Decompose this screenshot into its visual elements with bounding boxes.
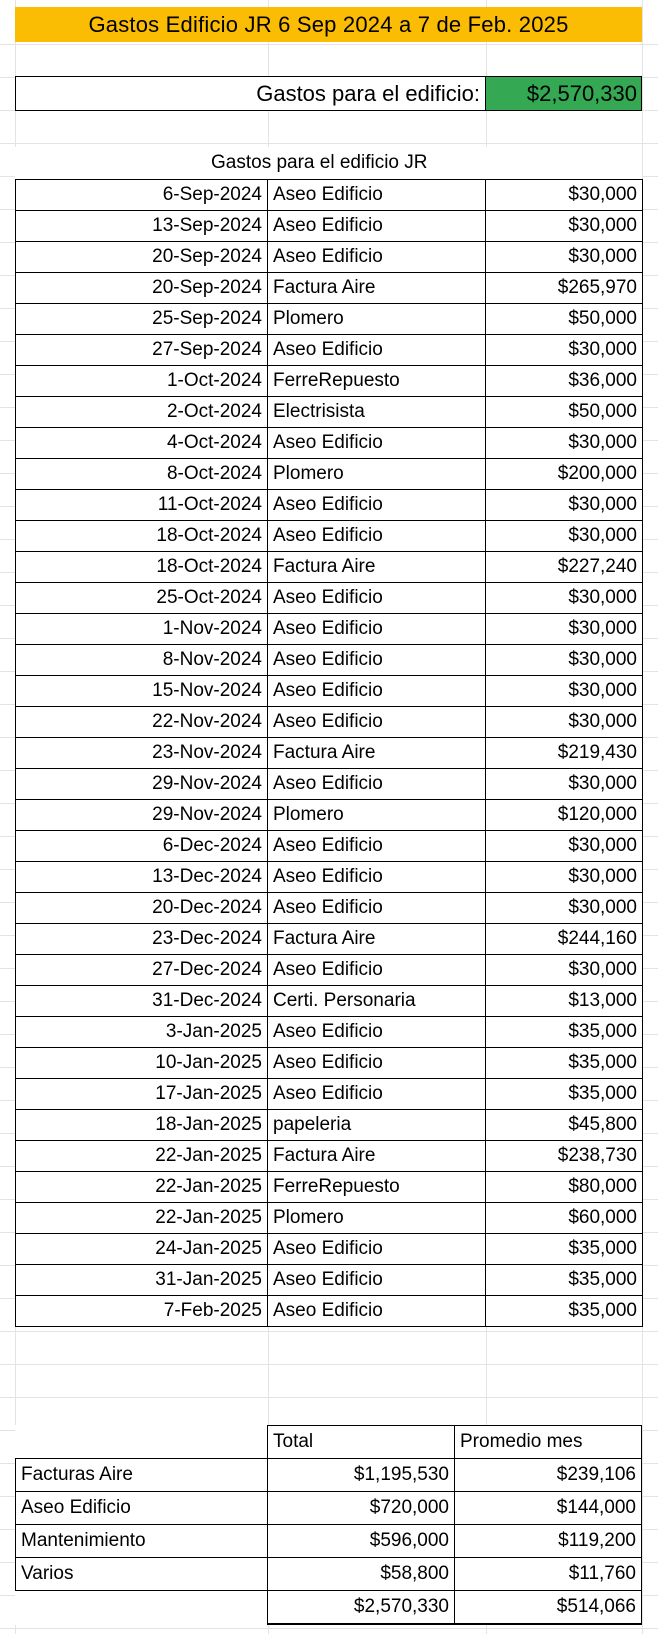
building-total-label[interactable]: Gastos para el edificio: (16, 77, 486, 110)
expense-row (16, 1048, 643, 1079)
expense-row (16, 1203, 643, 1234)
expense-amount[interactable]: $30,000 (486, 769, 643, 800)
expense-date[interactable]: 22-Jan-2025 (16, 1203, 268, 1234)
expense-concept[interactable]: Aseo Edificio (268, 1265, 486, 1296)
expense-row (16, 1172, 643, 1203)
expense-row (16, 738, 643, 769)
summary-category[interactable]: Aseo Edificio (16, 1492, 268, 1525)
expense-date[interactable]: 31-Dec-2024 (16, 986, 268, 1017)
expense-concept[interactable]: Aseo Edificio (268, 831, 486, 862)
expense-amount[interactable]: $30,000 (486, 490, 643, 521)
expense-amount[interactable]: $30,000 (486, 676, 643, 707)
expense-amount[interactable]: $35,000 (486, 1079, 643, 1110)
expense-amount[interactable]: $50,000 (486, 397, 643, 428)
expense-row (16, 1079, 643, 1110)
expense-amount[interactable]: $30,000 (486, 645, 643, 676)
expense-concept[interactable]: Aseo Edificio (268, 521, 486, 552)
expense-concept[interactable]: FerreRepuesto (268, 1172, 486, 1203)
expense-row (16, 1265, 643, 1296)
expense-concept[interactable]: Aseo Edificio (268, 893, 486, 924)
expense-row (16, 459, 643, 490)
summary-category[interactable]: Mantenimiento (16, 1525, 268, 1558)
summary-header-average[interactable]: Promedio mes (455, 1426, 642, 1459)
summary-header-blank[interactable] (16, 1426, 268, 1459)
expense-date[interactable]: 20-Sep-2024 (16, 242, 268, 273)
expense-amount[interactable]: $30,000 (486, 428, 643, 459)
expense-concept[interactable]: Aseo Edificio (268, 955, 486, 986)
expenses-section-title[interactable]: Gastos para el edificio JR (15, 147, 642, 179)
expense-concept[interactable]: Certi. Personaria (268, 986, 486, 1017)
expense-concept[interactable]: Aseo Edificio (268, 1234, 486, 1265)
expense-row (16, 1110, 643, 1141)
expense-row (16, 304, 643, 335)
expense-row (16, 366, 643, 397)
expense-date[interactable]: 6-Dec-2024 (16, 831, 268, 862)
summary-total[interactable]: $720,000 (268, 1492, 455, 1525)
expense-date[interactable]: 13-Dec-2024 (16, 862, 268, 893)
expense-concept[interactable]: Aseo Edificio (268, 645, 486, 676)
expense-date[interactable]: 23-Nov-2024 (16, 738, 268, 769)
expense-concept[interactable]: Aseo Edificio (268, 1017, 486, 1048)
expense-concept[interactable]: Aseo Edificio (268, 676, 486, 707)
expense-amount[interactable]: $244,160 (486, 924, 643, 955)
expense-date[interactable]: 25-Oct-2024 (16, 583, 268, 614)
expense-date[interactable]: 7-Feb-2025 (16, 1296, 268, 1327)
expense-date[interactable]: 18-Jan-2025 (16, 1110, 268, 1141)
expense-row (16, 397, 643, 428)
summary-row (16, 1558, 642, 1591)
expense-concept[interactable]: Aseo Edificio (268, 769, 486, 800)
expense-row (16, 986, 643, 1017)
expense-date[interactable]: 6-Sep-2024 (16, 180, 268, 211)
expense-date[interactable]: 31-Jan-2025 (16, 1265, 268, 1296)
expense-row (16, 862, 643, 893)
expense-row (16, 552, 643, 583)
expense-date[interactable]: 18-Oct-2024 (16, 521, 268, 552)
expense-date[interactable]: 27-Dec-2024 (16, 955, 268, 986)
expense-amount[interactable]: $35,000 (486, 1234, 643, 1265)
expense-concept[interactable]: Factura Aire (268, 552, 486, 583)
grid-row-line (0, 143, 658, 144)
expense-row (16, 800, 643, 831)
expense-row (16, 211, 643, 242)
expense-date[interactable]: 23-Dec-2024 (16, 924, 268, 955)
expense-amount[interactable]: $35,000 (486, 1048, 643, 1079)
expense-amount[interactable]: $30,000 (486, 335, 643, 366)
expense-date[interactable]: 13-Sep-2024 (16, 211, 268, 242)
expenses-table (15, 179, 643, 1327)
expense-amount[interactable]: $30,000 (486, 211, 643, 242)
expense-concept[interactable]: Electrisista (268, 397, 486, 428)
building-total-row (15, 76, 642, 111)
summary-grand-blank[interactable] (16, 1591, 268, 1624)
expense-row (16, 490, 643, 521)
summary-row (16, 1459, 642, 1492)
expense-row (16, 242, 643, 273)
grid-row-line (0, 1331, 658, 1332)
expense-concept[interactable]: Plomero (268, 1203, 486, 1234)
expense-concept[interactable]: Aseo Edificio (268, 211, 486, 242)
expense-date[interactable]: 27-Sep-2024 (16, 335, 268, 366)
expense-amount[interactable]: $30,000 (486, 893, 643, 924)
expense-row (16, 1141, 643, 1172)
expense-concept[interactable]: Factura Aire (268, 273, 486, 304)
expense-amount[interactable]: $45,800 (486, 1110, 643, 1141)
grid-row-line (0, 1397, 658, 1398)
summary-grand-total[interactable]: $2,570,330 (268, 1591, 455, 1624)
expense-amount[interactable]: $30,000 (486, 242, 643, 273)
expense-row (16, 1234, 643, 1265)
expense-amount[interactable]: $36,000 (486, 366, 643, 397)
expense-date[interactable]: 15-Nov-2024 (16, 676, 268, 707)
expense-row (16, 955, 643, 986)
expense-amount[interactable]: $35,000 (486, 1017, 643, 1048)
expense-amount[interactable]: $80,000 (486, 1172, 643, 1203)
expense-amount[interactable]: $30,000 (486, 180, 643, 211)
summary-table (15, 1425, 642, 1625)
expense-row (16, 769, 643, 800)
expense-concept[interactable]: papeleria (268, 1110, 486, 1141)
expense-concept[interactable]: Factura Aire (268, 1141, 486, 1172)
summary-average[interactable]: $239,106 (455, 1459, 642, 1492)
expense-concept[interactable]: Aseo Edificio (268, 583, 486, 614)
summary-total[interactable]: $596,000 (268, 1525, 455, 1558)
summary-category[interactable]: Facturas Aire (16, 1459, 268, 1492)
expense-date[interactable]: 29-Nov-2024 (16, 800, 268, 831)
expense-row (16, 831, 643, 862)
expense-amount[interactable]: $35,000 (486, 1265, 643, 1296)
summary-average[interactable]: $119,200 (455, 1525, 642, 1558)
expense-concept[interactable]: Aseo Edificio (268, 614, 486, 645)
expense-concept[interactable]: Aseo Edificio (268, 1048, 486, 1079)
expense-concept[interactable]: Aseo Edificio (268, 1079, 486, 1110)
expense-amount[interactable]: $30,000 (486, 831, 643, 862)
building-total-value[interactable]: $2,570,330 (486, 77, 641, 110)
expense-date[interactable]: 2-Oct-2024 (16, 397, 268, 428)
summary-header-total[interactable]: Total (268, 1426, 455, 1459)
expense-amount[interactable]: $238,730 (486, 1141, 643, 1172)
summary-total[interactable]: $1,195,530 (268, 1459, 455, 1492)
summary-grand-total-row (16, 1591, 642, 1624)
expense-concept[interactable]: Plomero (268, 459, 486, 490)
expense-concept[interactable]: Aseo Edificio (268, 242, 486, 273)
summary-grand-average[interactable]: $514,066 (455, 1591, 642, 1624)
summary-row (16, 1492, 642, 1525)
expense-amount[interactable]: $30,000 (486, 583, 643, 614)
expense-amount[interactable]: $265,970 (486, 273, 643, 304)
expense-date[interactable]: 10-Jan-2025 (16, 1048, 268, 1079)
expense-concept[interactable]: Aseo Edificio (268, 862, 486, 893)
expense-amount[interactable]: $60,000 (486, 1203, 643, 1234)
expense-amount[interactable]: $30,000 (486, 955, 643, 986)
expense-amount[interactable]: $120,000 (486, 800, 643, 831)
expense-date[interactable]: 8-Oct-2024 (16, 459, 268, 490)
expense-row (16, 1017, 643, 1048)
expense-concept[interactable]: Aseo Edificio (268, 428, 486, 459)
expense-concept[interactable]: Aseo Edificio (268, 335, 486, 366)
summary-header-row (16, 1426, 642, 1459)
expense-concept[interactable]: Factura Aire (268, 738, 486, 769)
expense-date[interactable]: 22-Jan-2025 (16, 1172, 268, 1203)
expense-concept[interactable]: Plomero (268, 304, 486, 335)
expense-amount[interactable]: $219,430 (486, 738, 643, 769)
expense-row (16, 645, 643, 676)
expense-row (16, 521, 643, 552)
expense-date[interactable]: 29-Nov-2024 (16, 769, 268, 800)
expense-row (16, 1296, 643, 1327)
grid-row-line (0, 44, 658, 45)
expense-amount[interactable]: $30,000 (486, 614, 643, 645)
expense-row (16, 428, 643, 459)
expense-date[interactable]: 20-Sep-2024 (16, 273, 268, 304)
expense-date[interactable]: 22-Jan-2025 (16, 1141, 268, 1172)
expense-row (16, 335, 643, 366)
expense-date[interactable]: 22-Nov-2024 (16, 707, 268, 738)
expense-amount[interactable]: $30,000 (486, 707, 643, 738)
expense-concept[interactable]: Factura Aire (268, 924, 486, 955)
expense-amount[interactable]: $35,000 (486, 1296, 643, 1327)
expense-row (16, 924, 643, 955)
expense-date[interactable]: 11-Oct-2024 (16, 490, 268, 521)
expense-amount[interactable]: $30,000 (486, 862, 643, 893)
expense-concept[interactable]: Aseo Edificio (268, 490, 486, 521)
expense-amount[interactable]: $30,000 (486, 521, 643, 552)
sheet-title[interactable]: Gastos Edificio JR 6 Sep 2024 a 7 de Feb. 2025 (15, 7, 642, 42)
expense-date[interactable]: 25-Sep-2024 (16, 304, 268, 335)
expense-date[interactable]: 18-Oct-2024 (16, 552, 268, 583)
expense-date[interactable]: 20-Dec-2024 (16, 893, 268, 924)
expense-row (16, 676, 643, 707)
expense-date[interactable]: 1-Oct-2024 (16, 366, 268, 397)
expense-row (16, 180, 643, 211)
expense-date[interactable]: 17-Jan-2025 (16, 1079, 268, 1110)
expense-concept[interactable]: Aseo Edificio (268, 1296, 486, 1327)
expense-concept[interactable]: FerreRepuesto (268, 366, 486, 397)
expense-row (16, 707, 643, 738)
expense-date[interactable]: 1-Nov-2024 (16, 614, 268, 645)
expense-amount[interactable]: $200,000 (486, 459, 643, 490)
expense-amount[interactable]: $50,000 (486, 304, 643, 335)
summary-category[interactable]: Varios (16, 1558, 268, 1591)
summary-average[interactable]: $144,000 (455, 1492, 642, 1525)
summary-row (16, 1525, 642, 1558)
expense-concept[interactable]: Aseo Edificio (268, 707, 486, 738)
expense-row (16, 614, 643, 645)
expense-row (16, 273, 643, 304)
expense-concept[interactable]: Aseo Edificio (268, 180, 486, 211)
summary-total[interactable]: $58,800 (268, 1558, 455, 1591)
expense-date[interactable]: 24-Jan-2025 (16, 1234, 268, 1265)
grid-row-line (0, 1628, 658, 1629)
summary-average[interactable]: $11,760 (455, 1558, 642, 1591)
expense-row (16, 583, 643, 614)
expense-date[interactable]: 8-Nov-2024 (16, 645, 268, 676)
expense-row (16, 893, 643, 924)
expense-date[interactable]: 4-Oct-2024 (16, 428, 268, 459)
grid-row-line (0, 1364, 658, 1365)
expense-concept[interactable]: Plomero (268, 800, 486, 831)
expense-date[interactable]: 3-Jan-2025 (16, 1017, 268, 1048)
expense-amount[interactable]: $227,240 (486, 552, 643, 583)
expense-amount[interactable]: $13,000 (486, 986, 643, 1017)
